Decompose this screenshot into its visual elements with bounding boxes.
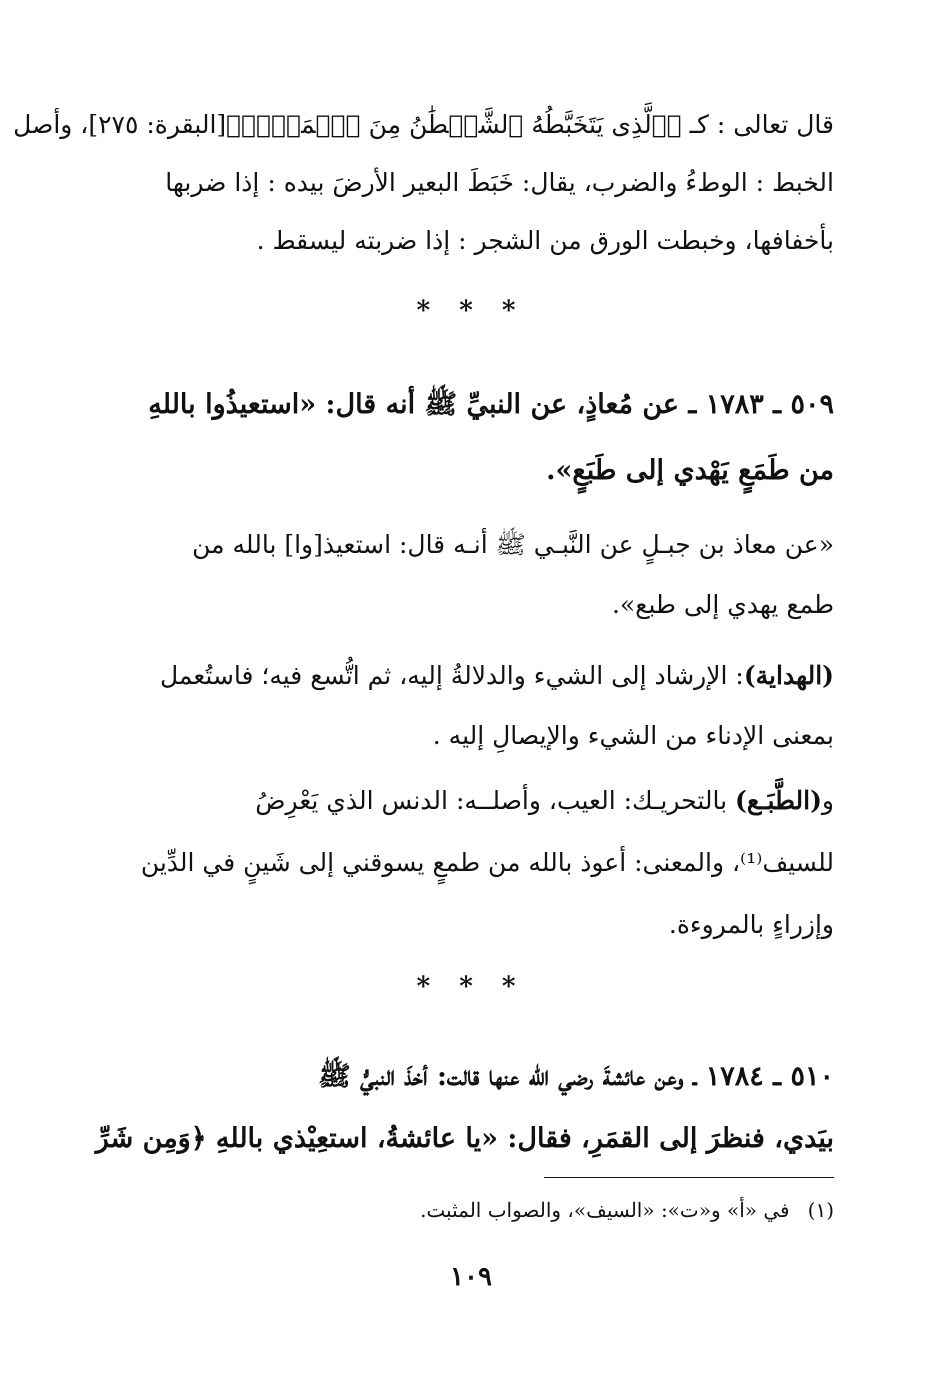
hadith-510 xyxy=(95,1046,834,1170)
taba-line-1-text: بالتحريـك: العيب، وأصلــه: الدنس الذي يَعْرِضُ xyxy=(255,786,736,815)
explanation-hidaya xyxy=(108,646,834,766)
hidaya-line-2: بمعنى الإدناء من الشيء والإيصالِ إليه . xyxy=(432,721,834,750)
intro-line-1: قال تعالى : كـ ﴿ٱلَّذِى يَتَخَبَّطُهُ ٱلشَّيۡطَٰنُ مِنَ ٱلۡمَسِّۚ﴾[البقرة: ٢٧٥]، وأصل xyxy=(13,110,834,139)
explanation-taba xyxy=(108,770,834,956)
quote-509-line-2: طمع يهدي إلى طبع». xyxy=(611,590,834,619)
hadith-510-line-2: بيَدي، فنظرَ إلى القمَرِ، فقال: «يا عائشةُ، استعِيْذي باللهِ ﴿وَمِن شَرِّ xyxy=(95,1123,834,1154)
footnote xyxy=(108,1198,834,1222)
intro-paragraph xyxy=(13,96,834,270)
quote-509 xyxy=(108,515,834,635)
taba-line-1 xyxy=(108,770,834,832)
footnote-number: (١) xyxy=(807,1198,834,1222)
section-separator-2: * * * xyxy=(416,972,526,1002)
taba-line-2: للسيف⁽¹⁾، والمعنى: أعوذ بالله من طمعٍ يسوقني إلى شَينٍ في الدِّين xyxy=(140,848,834,877)
page-number: ١٠٩ xyxy=(450,1262,492,1292)
taba-prefix: و xyxy=(821,786,834,815)
hadith-509-line-2: من طَمَعٍ يَهْدي إلى طَبَعٍ». xyxy=(546,455,834,486)
hadith-509-line-1: ٥٠٩ ـ ١٧٨٣ ـ عن مُعاذٍ، عن النبيِّ ﷺ أنه قال: «استعيذُوا باللهِ xyxy=(148,389,834,420)
hadith-510-line-1: ٥١٠ ـ ١٧٨٤ ـ وعن عائشةَ رضي الله عنها قالت: أخذَ النبيُّ ﷺ xyxy=(318,1061,834,1092)
taba-line-3: وإزراءٍ بالمروءة. xyxy=(668,910,834,939)
quote-509-line-1: «عن معاذ بن جبـلٍ عن النَّبـي ﷺ أنـه قال: استعيذ[وا] بالله من xyxy=(192,530,834,559)
hadith-509 xyxy=(108,372,834,504)
intro-line-3: بأخفافها، وخبطت الورق من الشجر : إذا ضربته ليسقط . xyxy=(256,226,834,255)
section-separator: * * * xyxy=(416,296,526,326)
footnote-divider xyxy=(544,1177,834,1178)
term-taba: (الطَّبَـع) xyxy=(735,786,822,815)
term-hidaya: (الهداية) xyxy=(743,661,834,690)
hidaya-line-1 xyxy=(108,646,834,706)
footnote-text: في «أ» و«ت»: «السيف»، والصواب المثبت. xyxy=(420,1198,790,1222)
hidaya-line-1-text: : الإرشاد إلى الشيء والدلالةُ إليه، ثم اتُّسع فيه؛ فاستُعمل xyxy=(159,661,744,690)
intro-line-2: الخبط : الوطءُ والضرب، يقال: خَبَطَ البعير الأرضَ بيده : إذا ضربها xyxy=(165,168,834,197)
